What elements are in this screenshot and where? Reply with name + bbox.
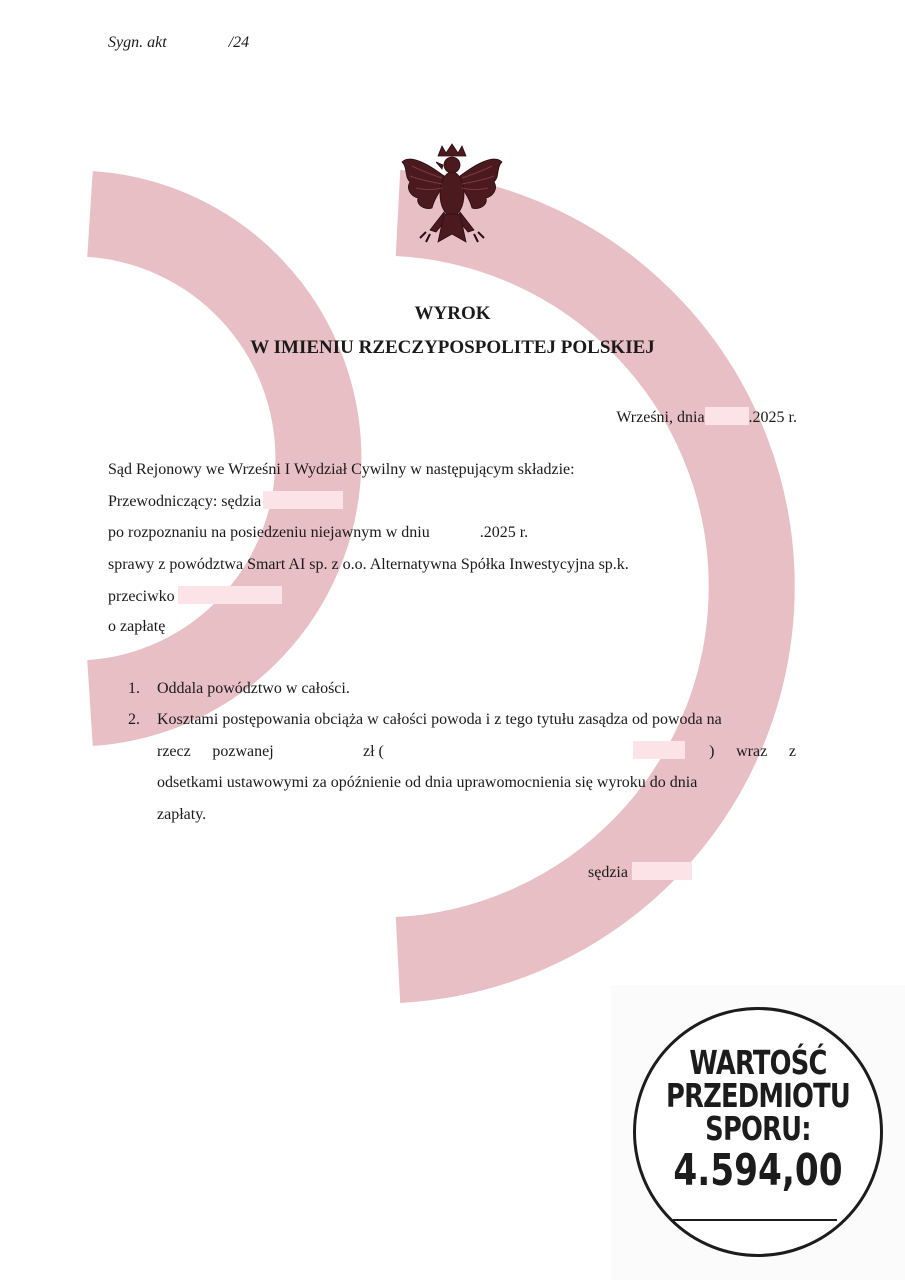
verdict-subtitle: W IMIENIU RZECZYPOSPOLITEJ POLSKIEJ: [250, 337, 655, 358]
subject-line: o zapłatę: [108, 618, 166, 635]
ruling-item-2-line-1: Kosztami postępowania obciąża w całości powoda i z tego tytułu zasądza od powoda na: [157, 711, 722, 728]
ruling-item-1: [128, 673, 796, 705]
dispute-value-stamp: [633, 1007, 883, 1257]
judge-name-redacted: [263, 491, 343, 509]
place-date-prefix: Wrześni, dnia: [616, 409, 705, 426]
case-reference-label: Sygn. akt: [108, 34, 167, 51]
stamp-line-3: SPORU:: [705, 1109, 811, 1148]
stamp-underline: [673, 1219, 837, 1221]
ruling-item-text: Oddala powództwo w całości.: [157, 680, 350, 697]
amount-redacted: [295, 736, 341, 768]
defendant-redacted: [178, 586, 282, 604]
dispute-value-stamp-area: [611, 985, 905, 1280]
ruling-item-number: 1.: [128, 680, 140, 697]
hearing-line: [108, 523, 528, 543]
stamp-line-1: WARTOŚĆ: [689, 1043, 827, 1082]
ruling-item-number: 2.: [128, 711, 140, 728]
stamp-value: 4.594,00: [673, 1145, 843, 1196]
presiding-line: [108, 491, 343, 512]
case-reference-suffix: /24: [228, 34, 250, 51]
verdict-title: WYROK: [414, 303, 491, 324]
polish-eagle-emblem-icon: [398, 142, 506, 254]
place-date: [616, 407, 797, 428]
ruling-item-2: [128, 704, 796, 830]
signature-line: [588, 862, 692, 883]
signature-label: sędzia: [588, 864, 628, 881]
stamp-line-2: PRZEDMIOTU: [665, 1076, 851, 1115]
hearing-prefix: po rozpoznaniu na posiedzeniu niejawnym w dniu: [108, 524, 430, 541]
ruling-item-2-line-2: rzecz pozwanej zł ( ) wraz z: [157, 736, 796, 768]
place-date-suffix: .2025 r.: [748, 409, 797, 426]
presiding-label: Przewodniczący: sędzia: [108, 493, 262, 510]
case-line: sprawy z powództwa Smart AI sp. z o.o. Alternatywna Spółka Inwestycyjna sp.k.: [108, 556, 629, 573]
date-redacted: [705, 407, 749, 425]
ruling-item-2-line-4: zapłaty.: [157, 805, 207, 823]
signature-name-redacted: [632, 862, 692, 880]
against-line: [108, 586, 282, 607]
against-label: przeciwko: [108, 588, 175, 605]
amount-words-redacted: [405, 736, 687, 768]
ruling-item-2-line-3: odsetkami ustawowymi za opóźnienie od dnia uprawomocnienia się wyroku do dnia: [157, 774, 698, 791]
court-line: Sąd Rejonowy we Wrześni I Wydział Cywilny w następującym składzie:: [108, 461, 575, 478]
hearing-suffix: .2025 r.: [479, 524, 529, 541]
case-reference: [108, 33, 249, 53]
